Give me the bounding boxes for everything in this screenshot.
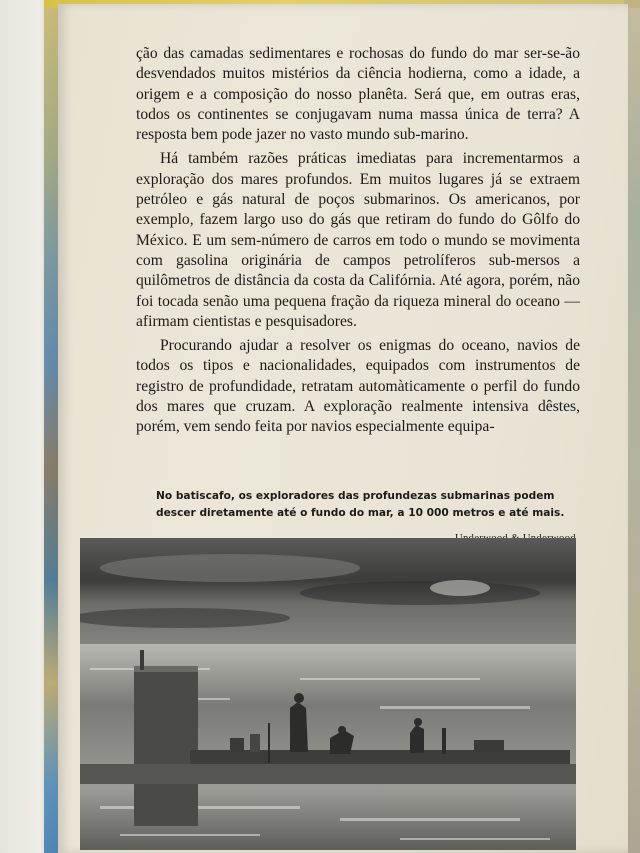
bathyscaphe-photo bbox=[80, 538, 576, 850]
book-page bbox=[58, 4, 628, 853]
paragraph-3: Procurando ajudar a resolver os enigmas do oceano, navios de todos os tipos e nacionalidades, equipados com instrumentos de registro de profundidade, retratam automàticamente o perfil do fundo dos mares que cruzam. A exploração realmente intensiva dêstes, porém, vem sendo feita por navios especialmente equipa- bbox=[136, 337, 580, 436]
paragraph-1: ção das camadas sedimentares e rochosas do fundo do mar ser-se-ão desvendados muitos mistérios da ciência hodierna, como a idade, a origem e a composição do nosso planêta. Será que, em outras eras, todos os continentes se conjugavam numa massa única de terra? A resposta bem pode jazer no vasto mundo sub-marino. bbox=[136, 45, 580, 144]
body-text bbox=[136, 44, 580, 438]
photo-caption: No batiscafo, os exploradores das profundezas submarinas podem descer diretamente até o fundo do mar, a 10 000 metros e até mais. bbox=[156, 490, 565, 519]
paragraph-2: Há também razões práticas imediatas para incrementarmos a exploração dos mares profundos. Em muitos lugares já se extraem petróleo e gás natural de poços submarinos. Os americanos, por exemplo, fazem largo uso do gás que retiram do fundo do Gôlfo do México. E um sem-número de carros em todo o mundo se movimenta com gasolina originária de campos petrolíferos sub-mersos a quilômetros de distância da costa da Califórnia. Até agora, porém, não foi tocada senão uma pequena fração da riqueza mineral do oceano — afirmam cientistas e pesquisadores. bbox=[136, 150, 580, 330]
